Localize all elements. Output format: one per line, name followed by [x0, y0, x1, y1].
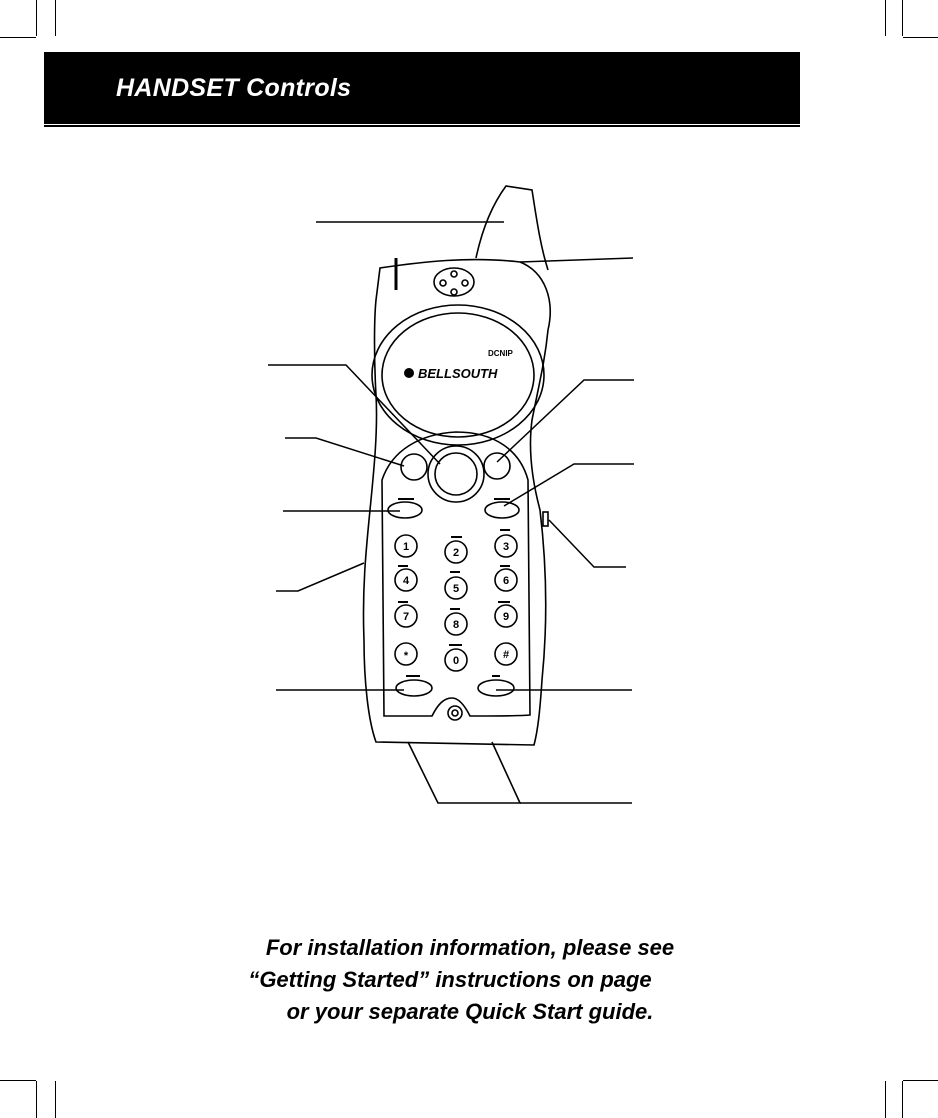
belt-clip — [408, 742, 520, 803]
key-8: 8 — [452, 619, 460, 631]
mic-port — [448, 706, 462, 720]
brand-logo-icon — [404, 368, 414, 378]
callout-nav — [268, 365, 440, 464]
callout-left-soft-key — [285, 438, 404, 466]
installation-note — [200, 932, 740, 1028]
left-soft-key — [401, 454, 427, 480]
model-mark: DCNIP — [488, 349, 513, 358]
nav-button — [428, 446, 484, 502]
left-function-key — [388, 502, 422, 518]
key-0: 0 — [452, 655, 460, 667]
key-9: 9 — [502, 611, 510, 623]
callout-side-button — [549, 520, 626, 567]
right-soft-key — [484, 453, 510, 479]
bottom-left-key — [396, 680, 432, 696]
page-title: HANDSET Controls — [116, 74, 352, 102]
key-hash: # — [502, 649, 510, 661]
note-line-2: “Getting Started” instructions on page — [248, 967, 652, 992]
key-4: 4 — [402, 575, 410, 587]
note-line-1: For installation information, please see — [265, 935, 675, 960]
bottom-right-key — [478, 680, 514, 696]
antenna — [476, 186, 548, 270]
key-7: 7 — [402, 611, 410, 623]
callout-right-soft-key — [497, 380, 634, 462]
side-button — [543, 512, 548, 526]
brand-name: BELLSOUTH — [418, 366, 498, 381]
callout-earpiece — [520, 258, 633, 262]
key-6: 6 — [502, 575, 510, 587]
key-2: 2 — [452, 547, 460, 559]
key-1: 1 — [402, 541, 410, 553]
key-star: * — [403, 650, 409, 662]
right-function-key — [485, 502, 519, 518]
callout-side-left — [276, 563, 364, 591]
key-3: 3 — [502, 541, 510, 553]
key-5: 5 — [452, 583, 460, 595]
callout-right-function — [504, 464, 634, 506]
note-line-3: or your separate Quick Start guide. — [286, 999, 654, 1024]
